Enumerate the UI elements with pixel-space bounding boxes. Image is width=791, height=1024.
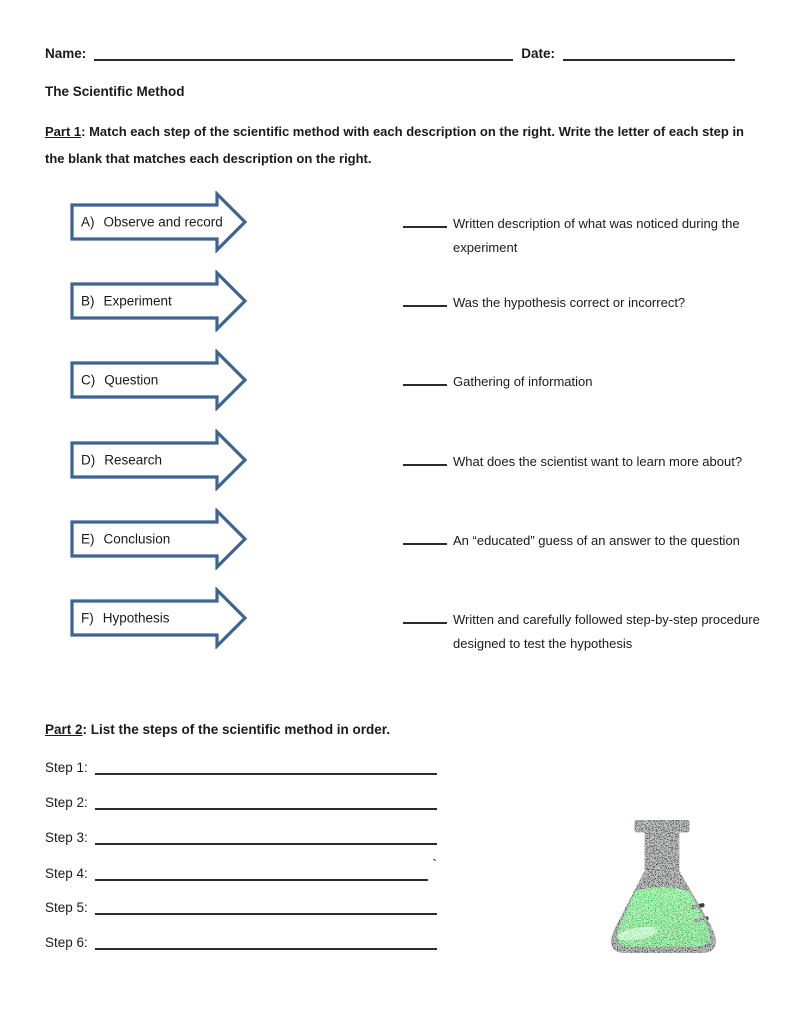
step-a-text: Observe and record [103, 214, 223, 230]
description-text: An “educated” guess of an answer to the question [453, 533, 740, 548]
description-row [403, 291, 763, 315]
description-text: Gathering of information [453, 374, 593, 389]
description-row [403, 450, 781, 474]
date-blank-line [563, 46, 735, 61]
step-b-label [81, 294, 172, 309]
description-text: Written description of what was noticed during the experiment [453, 216, 740, 255]
answer-blank [403, 215, 447, 228]
description-row [403, 529, 763, 553]
answer-blank [403, 294, 447, 307]
step-3-label: Step 3: [45, 830, 88, 845]
step-f-label [81, 611, 170, 626]
description-row [403, 370, 763, 394]
step-f-letter: F) [81, 610, 94, 626]
step-1-label: Step 1: [45, 760, 88, 775]
name-label: Name: [45, 46, 87, 61]
description-row [403, 608, 763, 656]
page-title: The Scientific Method [45, 84, 185, 99]
step-6-label: Step 6: [45, 935, 88, 950]
step-e-letter: E) [81, 531, 95, 547]
flask-icon [604, 818, 724, 960]
step-d-text: Research [104, 452, 163, 468]
part1-instructions [45, 118, 760, 172]
step-5-label: Step 5: [45, 900, 88, 915]
step-e-label [81, 532, 170, 547]
part2-instructions [45, 722, 390, 737]
step-arrow-e [70, 508, 248, 570]
step-3-blank-line [95, 830, 437, 845]
step-5-blank-line [95, 900, 437, 915]
step-4-row [45, 856, 437, 881]
step-c-letter: C) [81, 372, 96, 388]
step-d-label [81, 453, 162, 468]
step-5-row [45, 900, 437, 915]
answer-blank [403, 373, 447, 386]
step-3-row [45, 830, 437, 845]
step-2-blank-line [95, 795, 437, 810]
step-2-row [45, 795, 437, 810]
name-blank-line [94, 46, 513, 61]
step-b-text: Experiment [103, 293, 172, 309]
step-e-text: Conclusion [103, 531, 171, 547]
answer-blank [403, 611, 447, 624]
step-d-letter: D) [81, 452, 96, 468]
step-1-blank-line [95, 760, 437, 775]
date-label: Date: [521, 46, 555, 61]
answer-blank [403, 532, 447, 545]
step-a-label [81, 215, 223, 230]
step-arrow-d [70, 429, 248, 491]
header-row [45, 46, 735, 61]
stray-backtick-mark: ` [432, 856, 437, 872]
step-1-row [45, 760, 437, 775]
step-c-label [81, 373, 158, 388]
description-text: Was the hypothesis correct or incorrect? [453, 295, 686, 310]
step-6-blank-line [95, 935, 437, 950]
part1-instructions-text: : Match each step of the scientific method with each description on the right. Write the letter of each step in the blank that matches each description on the right. [45, 124, 744, 166]
step-b-letter: B) [81, 293, 95, 309]
part2-instructions-text: : List the steps of the scientific method in order. [82, 722, 391, 737]
part1-heading: Part 1 [45, 124, 82, 139]
description-row [403, 212, 763, 260]
step-arrow-b [70, 270, 248, 332]
step-arrow-a [70, 191, 248, 253]
flask-speckle-texture [611, 820, 715, 953]
step-arrow-c [70, 349, 248, 411]
description-text: Written and carefully followed step-by-step procedure designed to test the hypothesis [453, 612, 760, 651]
step-4-blank-line [95, 866, 429, 881]
step-4-label: Step 4: [45, 866, 88, 881]
step-c-text: Question [104, 372, 159, 388]
part2-heading: Part 2 [45, 722, 83, 737]
step-arrow-f [70, 587, 248, 649]
step-a-letter: A) [81, 214, 95, 230]
step-f-text: Hypothesis [102, 610, 170, 626]
answer-blank [403, 453, 447, 466]
description-text: What does the scientist want to learn more about? [453, 454, 743, 469]
step-6-row [45, 935, 437, 950]
step-2-label: Step 2: [45, 795, 88, 810]
